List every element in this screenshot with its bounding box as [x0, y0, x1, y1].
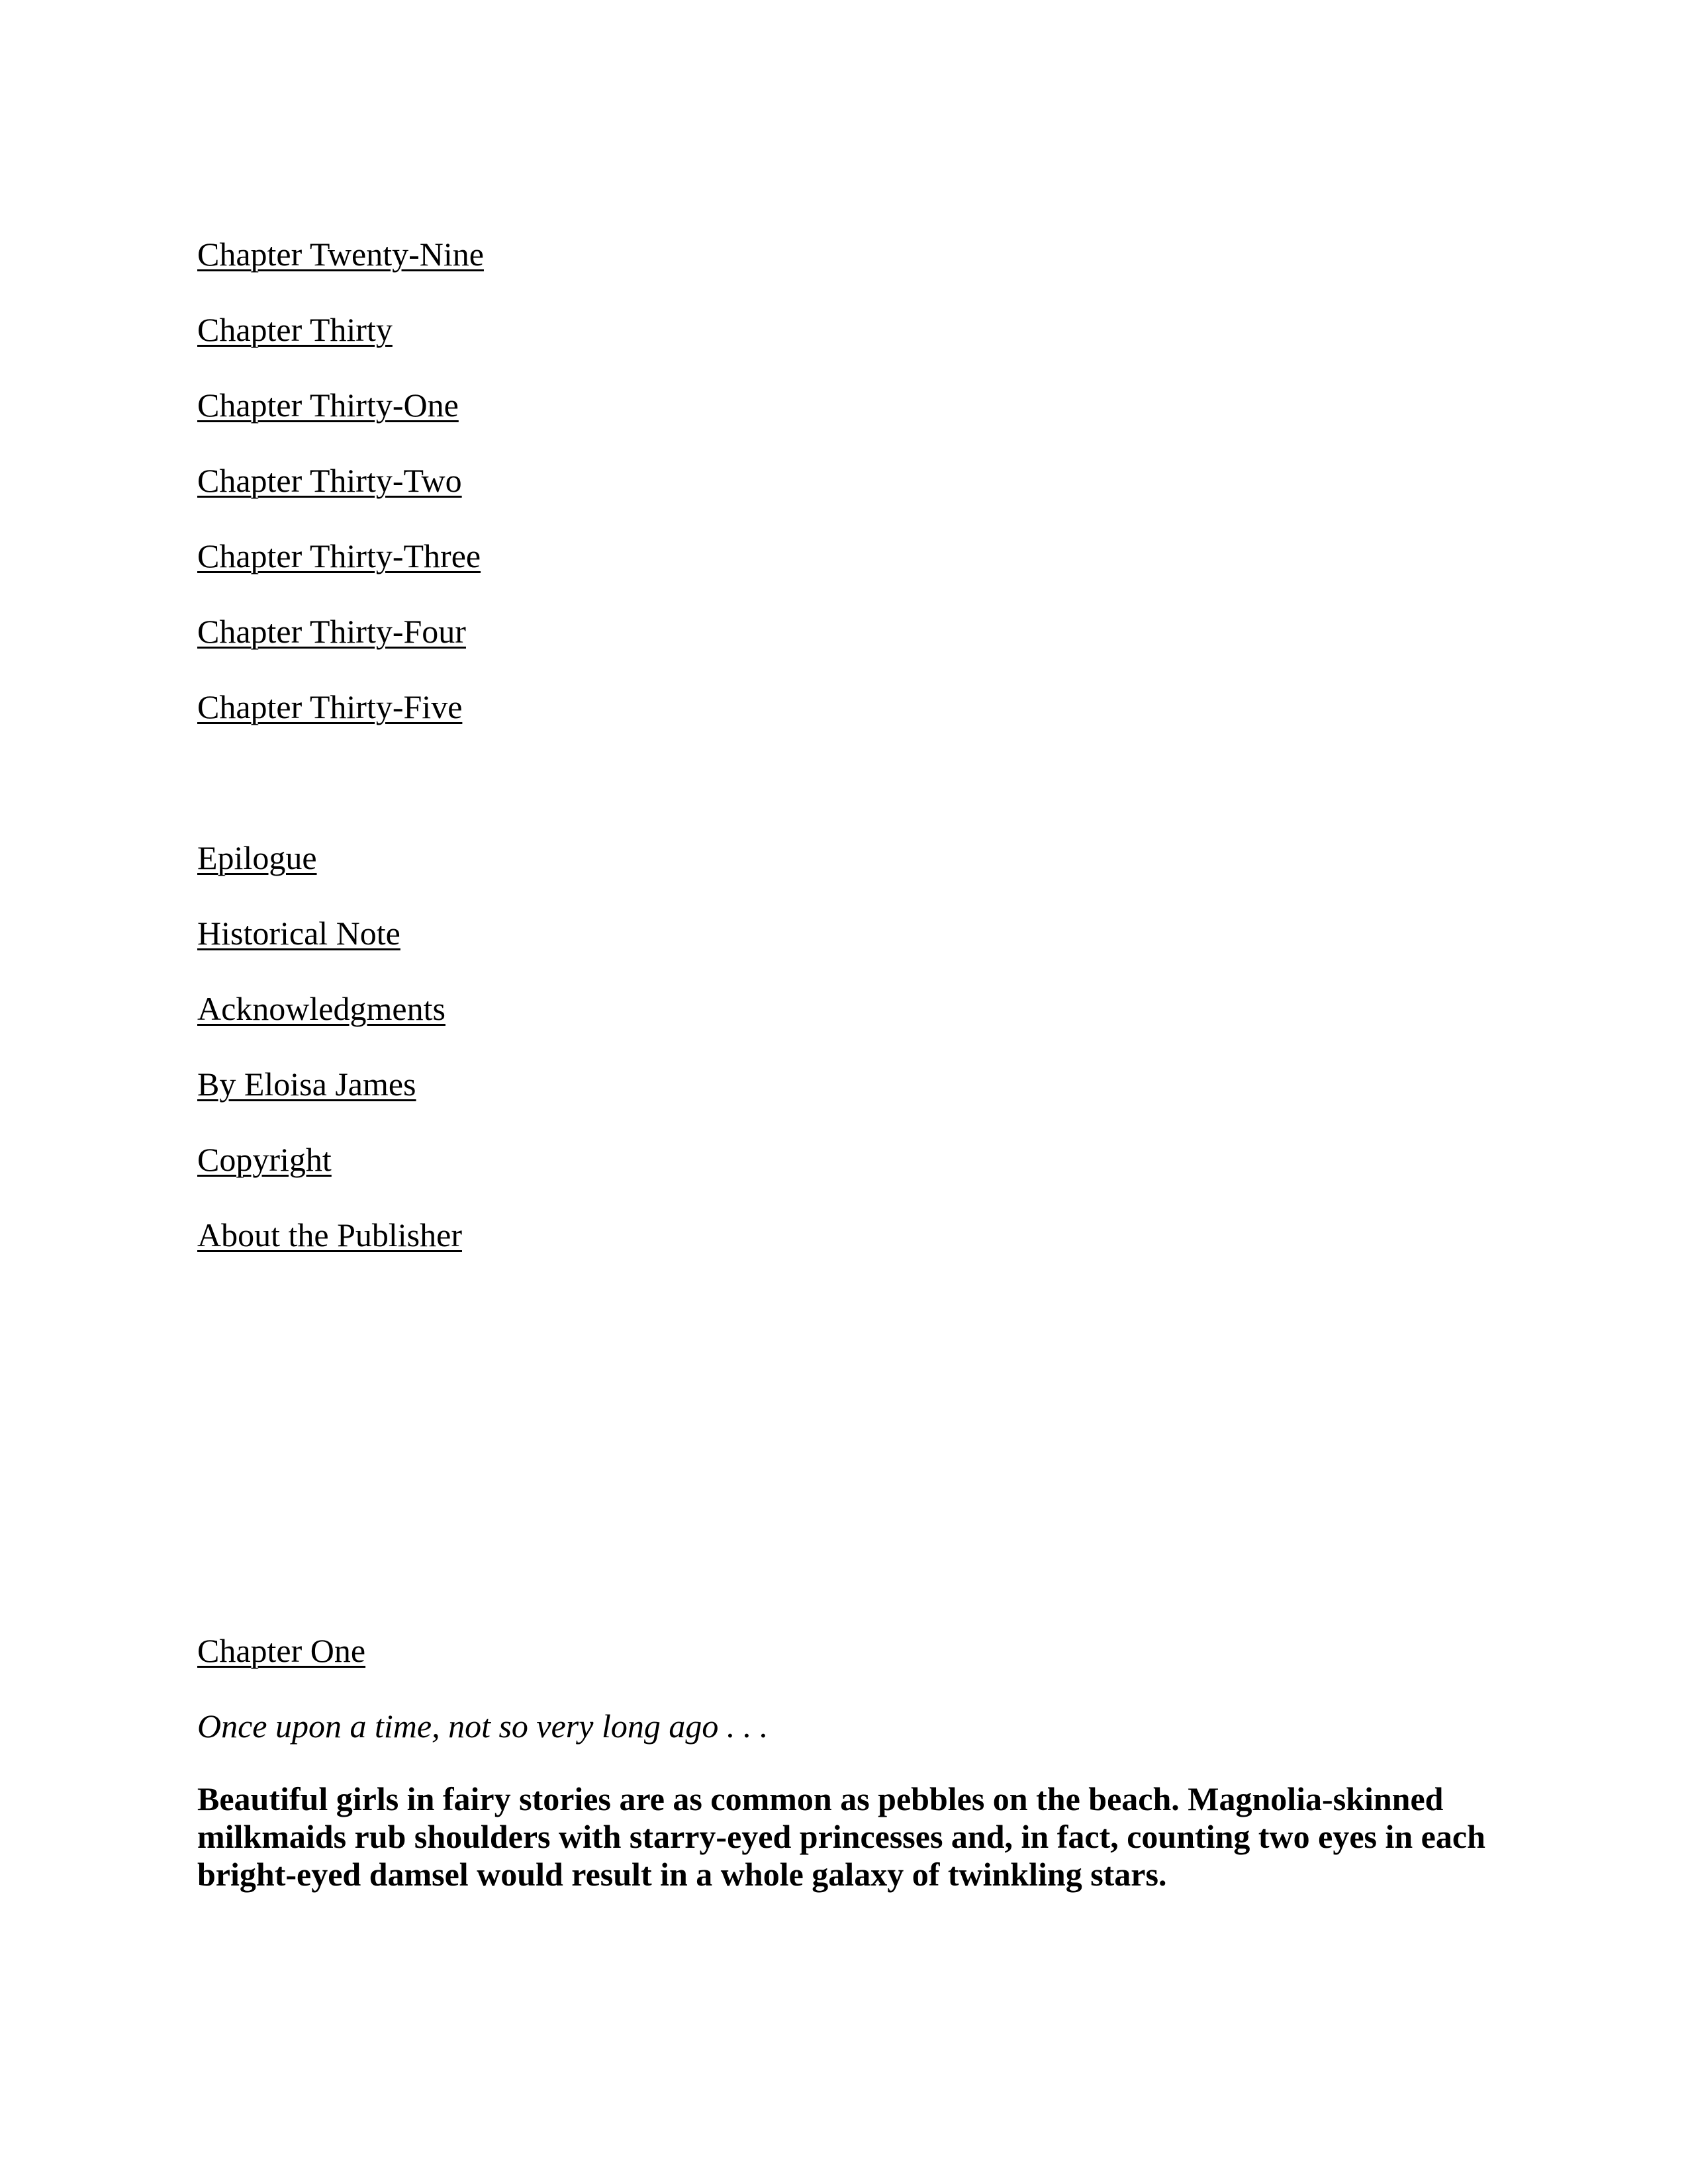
chapter-opening-paragraph: Beautiful girls in fairy stories are as common as pebbles on the beach. Magnolia-skinned milkmaids rub shoulders with starry-eyed princesses and, in fact, counting two eyes in each bright-eyed damsel would result in a whole galaxy of twinkling stars. [197, 1780, 1485, 1893]
toc-link-chapter-thirty-two[interactable]: Chapter Thirty-Two [197, 462, 462, 499]
chapter-heading-link[interactable]: Chapter One [197, 1632, 366, 1669]
toc-link-epilogue[interactable]: Epilogue [197, 839, 317, 876]
toc-link-chapter-thirty-five[interactable]: Chapter Thirty-Five [197, 688, 463, 725]
toc-link-copyright[interactable]: Copyright [197, 1141, 332, 1178]
toc-link-by-eloisa-james[interactable]: By Eloisa James [197, 1066, 416, 1103]
toc-link-historical-note[interactable]: Historical Note [197, 915, 400, 952]
toc-link-chapter-thirty-three[interactable]: Chapter Thirty-Three [197, 537, 481, 574]
toc-link-about-the-publisher[interactable]: About the Publisher [197, 1216, 462, 1253]
toc-link-chapter-twenty-nine[interactable]: Chapter Twenty-Nine [197, 236, 484, 273]
toc-link-acknowledgments[interactable]: Acknowledgments [197, 990, 445, 1027]
chapter-epigraph: Once upon a time, not so very long ago . . . [197, 1707, 769, 1745]
toc-link-chapter-thirty-one[interactable]: Chapter Thirty-One [197, 387, 459, 424]
toc-link-chapter-thirty[interactable]: Chapter Thirty [197, 311, 393, 348]
toc-link-chapter-thirty-four[interactable]: Chapter Thirty-Four [197, 613, 466, 650]
